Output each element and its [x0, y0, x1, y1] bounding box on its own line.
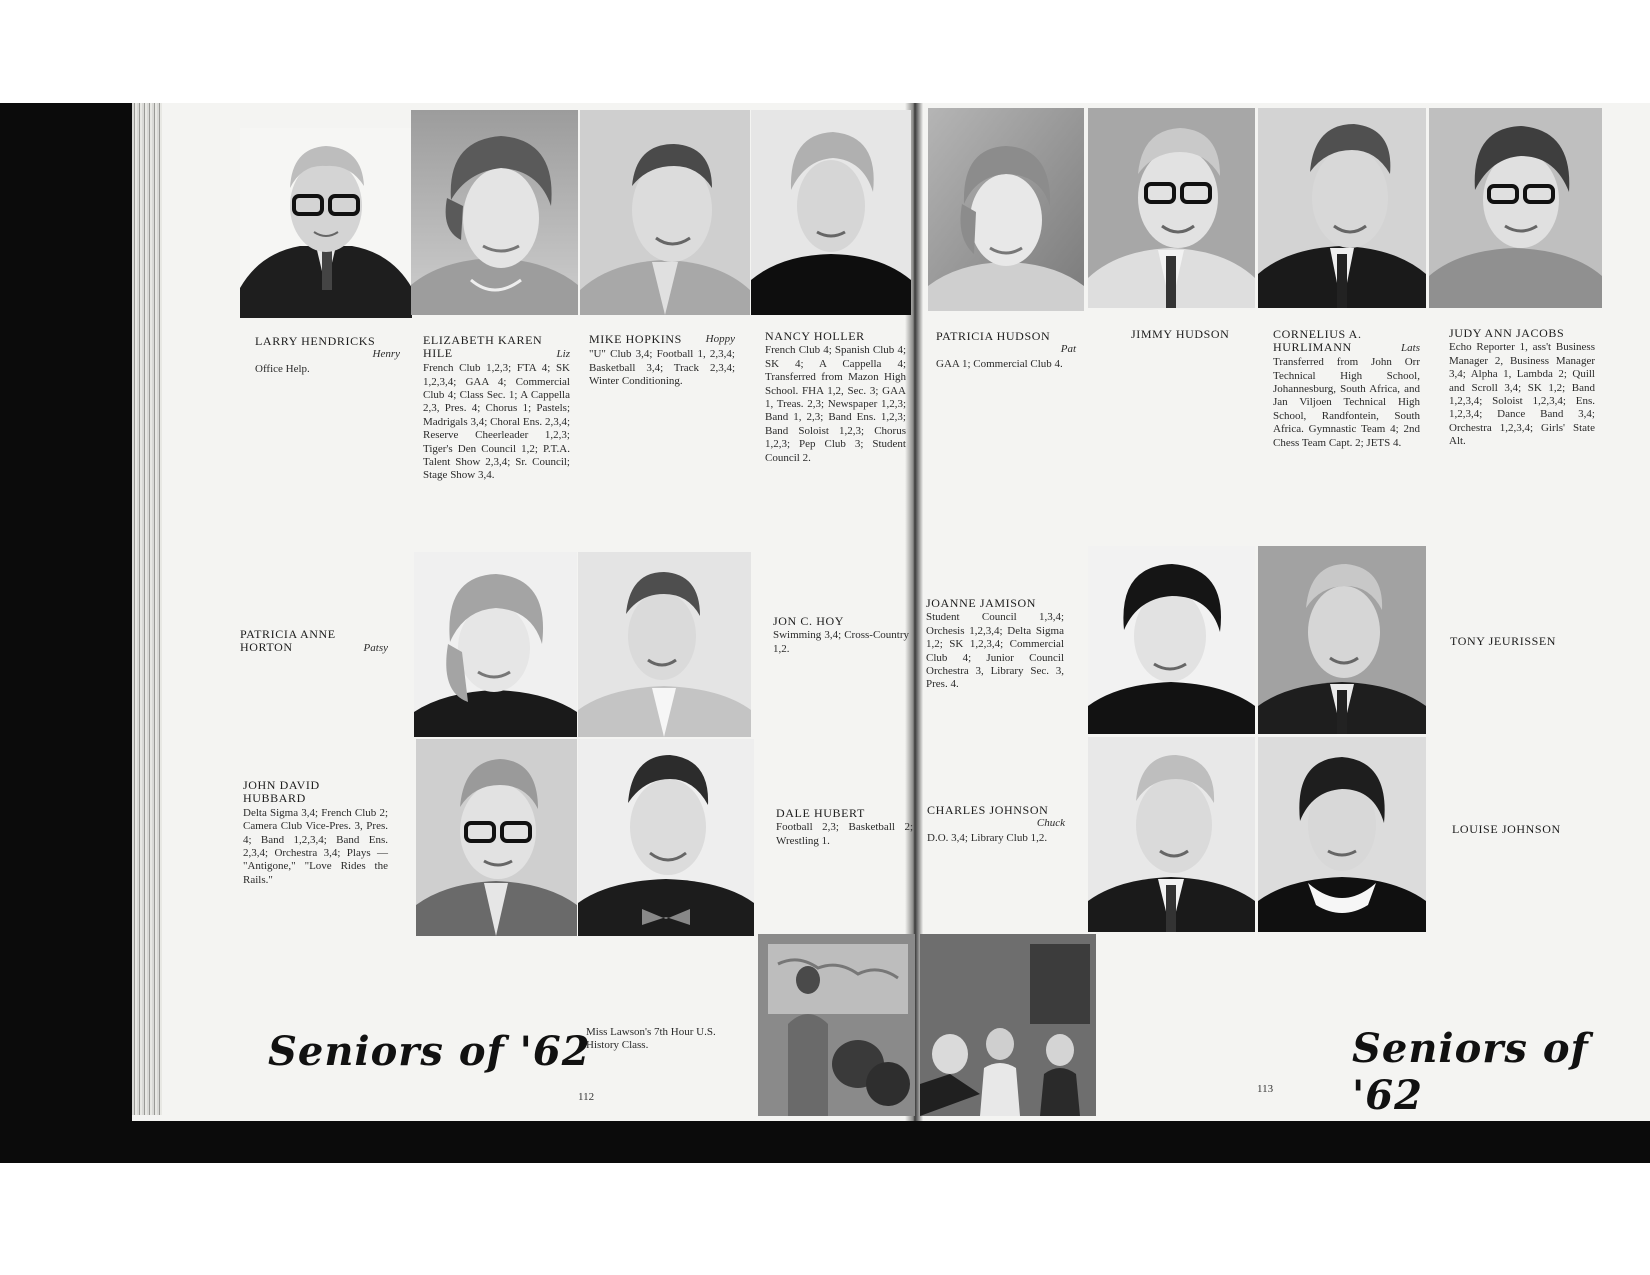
- senior-activities: Student Council 1,3,4; Orchesis 1,2,3,4; Delta Sigma 1,2; SK 1,2,3,4; Commercial Club 4; Junior Council Orchestra 3, Library Sec. 3, Pres. 4.: [926, 611, 1064, 691]
- portrait-elizabeth-hile: [411, 110, 578, 315]
- entry-charles-johnson: [927, 804, 1065, 845]
- entry-mike-hopkins: [589, 333, 735, 389]
- portrait-larry-hendricks: [240, 128, 412, 318]
- portrait-dale-hubert: [578, 739, 754, 936]
- class-photo-left: [758, 934, 915, 1116]
- senior-nickname: Patsy: [363, 641, 388, 654]
- senior-name: NANCY HOLLER: [765, 329, 865, 343]
- portrait-louise-johnson: [1258, 737, 1426, 932]
- senior-nickname: Chuck: [1036, 817, 1065, 830]
- entry-larry-hendricks: [255, 335, 400, 376]
- page-title-left: Seniors of '62: [268, 1028, 591, 1075]
- senior-name: JOANNE JAMISON: [926, 596, 1037, 610]
- portrait-cornelius-hurlimann: [1258, 108, 1426, 308]
- senior-name: JUDY ANN JACOBS: [1449, 326, 1565, 340]
- portrait-judy-jacobs: [1429, 108, 1602, 308]
- page-edges: [132, 103, 162, 1115]
- portrait-john-hubbard: [416, 739, 577, 936]
- portrait-joanne-jamison: [1088, 546, 1255, 734]
- senior-name: JIMMY HUDSON: [1131, 327, 1230, 341]
- entry-dale-hubert: [776, 807, 913, 848]
- senior-nickname: Lats: [1401, 341, 1420, 354]
- senior-activities: GAA 1; Commercial Club 4.: [936, 357, 1063, 370]
- entry-patricia-horton: [240, 628, 388, 655]
- entry-elizabeth-hile: [423, 334, 570, 483]
- senior-activities: Transferred from John Orr Technical High School, Johannesburg, South Africa, and Jan Viljoen Technical High School, Randfontein, South Africa. Gymnastic Team 4; 2nd Chess Team Capt. 2; JETS 4.: [1273, 356, 1420, 449]
- class-photo-right: [920, 934, 1096, 1116]
- portrait-jon-hoy: [578, 552, 751, 737]
- portrait-nancy-holler: [751, 110, 911, 315]
- senior-name: LOUISE JOHNSON: [1452, 822, 1561, 836]
- senior-activities: D.O. 3,4; Library Club 1,2.: [927, 831, 1048, 844]
- page-title-right: Seniors of '62: [1352, 1025, 1589, 1119]
- senior-nickname: Hoppy: [705, 333, 735, 345]
- senior-activities: "U" Club 3,4; Football 1, 2,3,4; Basketball 3,4; Track 2,3,4; Winter Conditioning.: [589, 348, 735, 388]
- senior-activities: French Club 4; Spanish Club 4; SK 4; A Cappella 4; Transferred from Mazon High School. FHA 1,2, Sec. 3; GAA 1, Treas. 2,3; Newspaper 1,2,3; Band 1, 2,3; Band Ens. 1,2,3; Band Soloist 1,2,3; Chorus 1,2,3; Pep Club 3; Student Council 2.: [765, 344, 906, 464]
- entry-tony-jeurissen: [1450, 635, 1600, 648]
- page-number-right: 113: [1257, 1083, 1274, 1095]
- senior-nickname: Liz: [556, 347, 570, 360]
- senior-name: CHARLES JOHNSON: [927, 803, 1049, 817]
- entry-jon-hoy: [773, 615, 909, 656]
- class-photo-caption: Miss Lawson's 7th Hour U.S. History Class.: [586, 1026, 716, 1051]
- senior-name: JON C. HOY: [773, 614, 845, 628]
- senior-activities: French Club 1,2,3; FTA 4; SK 1,2,3,4; GAA 4; Commercial Club 4; Class Sec. 1; A Cappella 2,3, Pres. 4; Chorus 1; Pastels; Madrigals 3,4; Choral Ens. 2,3,4; Reserve Cheerleader 1,2,3; Tiger's Den Council 1,2; P.T.A. Talent Show 2,3,4; Sr. Council; Stage Show 3,4.: [423, 362, 570, 482]
- page-number-left: 112: [578, 1091, 595, 1103]
- entry-jimmy-hudson: [1131, 328, 1251, 341]
- senior-name: LARRY HENDRICKS: [255, 334, 376, 348]
- portrait-mike-hopkins: [580, 110, 750, 315]
- senior-activities: Swimming 3,4; Cross-Country 1,2.: [773, 629, 909, 655]
- scan-bottom-border: [0, 1121, 1650, 1163]
- portrait-jimmy-hudson: [1088, 108, 1255, 308]
- entry-joanne-jamison: [926, 597, 1064, 692]
- senior-nickname: Henry: [372, 348, 400, 361]
- senior-name: ELIZABETH KAREN HILE: [423, 333, 543, 361]
- entry-louise-johnson: [1452, 823, 1602, 836]
- senior-name: MIKE HOPKINS: [589, 332, 682, 346]
- entry-judy-jacobs: [1449, 327, 1595, 449]
- entry-cornelius-hurlimann: [1273, 328, 1420, 450]
- senior-name: PATRICIA ANNE HORTON: [240, 627, 336, 655]
- senior-name: TONY JEURISSEN: [1450, 634, 1557, 648]
- senior-name: DALE HUBERT: [776, 806, 865, 820]
- entry-patricia-hudson: [936, 330, 1076, 371]
- senior-activities: Office Help.: [255, 362, 310, 375]
- senior-name: CORNELIUS A. HURLIMANN: [1273, 327, 1362, 355]
- entry-nancy-holler: [765, 330, 906, 465]
- portrait-patricia-hudson: [928, 108, 1084, 311]
- portrait-charles-johnson: [1088, 737, 1255, 932]
- entry-john-hubbard: [243, 779, 388, 887]
- senior-activities: Football 2,3; Basketball 2; Wrestling 1.: [776, 821, 913, 847]
- senior-nickname: Pat: [1060, 343, 1076, 356]
- senior-activities: Echo Reporter 1, ass't Business Manager 2, Business Manager 3,4; Alpha 1, Lambda 2; Quill and Scroll 3,4; SK 1,2; Band 1,2,3,4; Soloist 1,2,3,4; Ens. 1,2,3,4; Dance Band 3,4; Orchestra 1,2,3,4; Girls' State Alt.: [1449, 341, 1595, 448]
- senior-name: PATRICIA HUDSON: [936, 329, 1051, 343]
- senior-name: JOHN DAVID HUBBARD: [243, 778, 320, 806]
- portrait-patricia-horton: [414, 552, 577, 737]
- portrait-tony-jeurissen: [1258, 546, 1426, 734]
- senior-activities: Delta Sigma 3,4; French Club 2; Camera Club Vice-Pres. 3, Pres. 4; Band 1,2,3,4; Band Ens. 2,3,4; Orchestra 3,4; Plays — "Antigone," "Love Rides the Rails.": [243, 806, 388, 886]
